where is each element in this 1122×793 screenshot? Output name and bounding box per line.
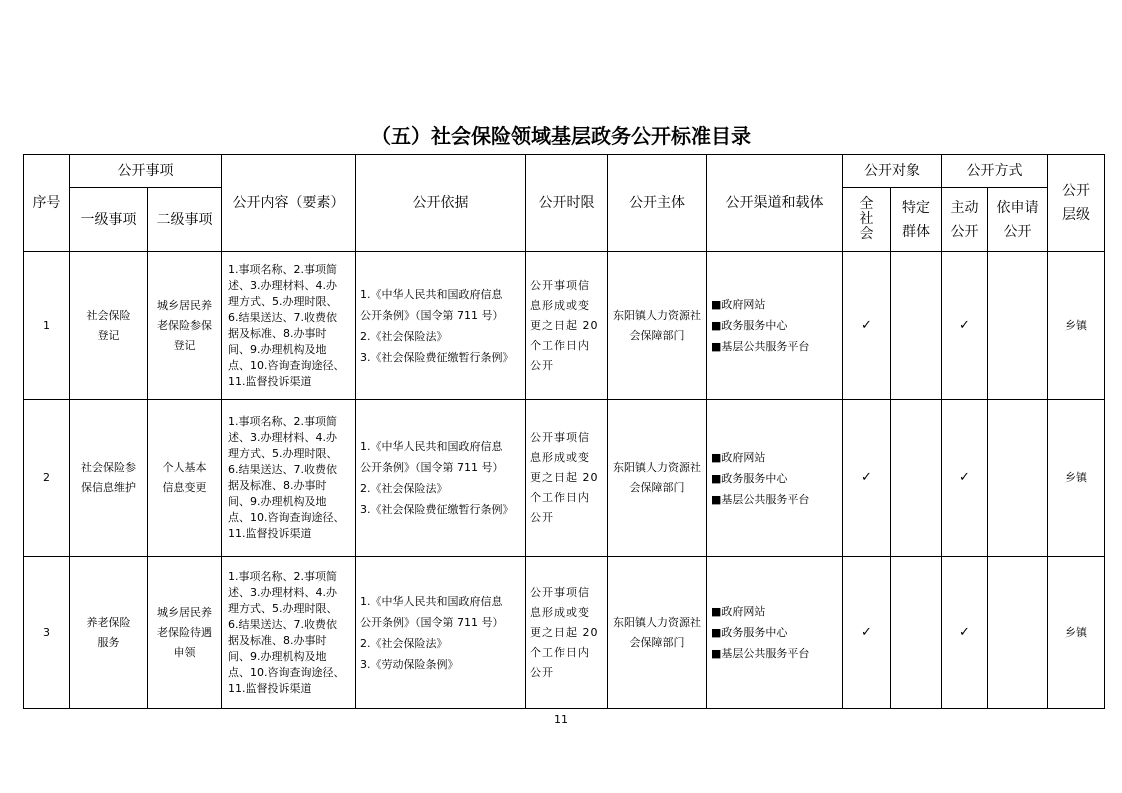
cell-level1-text: 养老保险 服务 <box>86 615 131 649</box>
header-level-line2: 层级 <box>1062 207 1090 223</box>
header-channel: 公开渠道和载体 <box>707 155 843 252</box>
cell-basis <box>356 400 526 557</box>
cell-time-limit-text: 公开事项信 息形成或变 更之日起 20 个工作日内 公开 <box>530 431 599 524</box>
header-on-request-line1: 依申请 <box>996 199 1039 216</box>
header-active <box>942 188 988 252</box>
cell-time-limit <box>526 557 608 709</box>
cell-channels <box>707 252 843 400</box>
cell-content-text: 1.事项名称、2.事项简 述、3.办理材料、4.办 理方式、5.办理时限、 6.结果送达、7.收费依 据及标准、8.办事时 间、9.办理机构及地 点、10.咨询查询途径、 11.监督投诉渠道 <box>228 415 345 540</box>
cell-level: 乡镇 <box>1048 400 1105 557</box>
cell-time-limit-text: 公开事项信 息形成或变 更之日起 20 个工作日内 公开 <box>530 585 599 679</box>
header-active-line2: 公开 <box>950 223 979 240</box>
cell-specific-group <box>891 557 942 709</box>
header-level2: 二级事项 <box>148 188 222 252</box>
cell-specific-group <box>891 400 942 557</box>
header-all-society <box>843 188 891 252</box>
cell-basis <box>356 557 526 709</box>
table-row <box>24 252 1105 400</box>
check-icon: ✓ <box>861 624 872 640</box>
cell-channels <box>707 400 843 557</box>
cell-level: 乡镇 <box>1048 557 1105 709</box>
cell-active <box>942 400 988 557</box>
header-basis: 公开依据 <box>356 155 526 252</box>
cell-level1 <box>70 557 148 709</box>
cell-seq: 2 <box>24 400 70 557</box>
check-icon: ✓ <box>861 470 872 485</box>
cell-all-society <box>843 400 891 557</box>
cell-channels-text: ■政府网站 ■政务服务中心 ■基层公共服务平台 <box>711 605 810 660</box>
cell-basis-text: 1.《中华人民共和国政府信息 公开条例》（国令第 711 号） 2.《社会保险法》 3.《劳动保险条例》 <box>360 594 504 671</box>
cell-channels-text: ■政府网站 ■政务服务中心 ■基层公共服务平台 <box>711 450 810 506</box>
document-title: （五）社会保险领域基层政务公开标准目录 <box>371 124 751 148</box>
cell-level: 乡镇 <box>1048 252 1105 400</box>
header-disclosure-items: 公开事项 <box>70 155 222 188</box>
cell-subject <box>608 557 707 709</box>
header-level-line1: 公开 <box>1062 183 1090 199</box>
header-active-line1: 主动 <box>950 199 979 216</box>
cell-level2-text: 城乡居民养 老保险参保 登记 <box>157 298 212 352</box>
cell-seq: 3 <box>24 557 70 709</box>
cell-content <box>222 557 356 709</box>
disclosure-catalog-table <box>23 154 1105 709</box>
check-icon: ✓ <box>959 470 970 485</box>
check-icon: ✓ <box>959 624 970 640</box>
cell-on-request <box>988 400 1048 557</box>
cell-channels <box>707 557 843 709</box>
header-time-limit: 公开时限 <box>526 155 608 252</box>
cell-level1-text: 社会保险 登记 <box>86 308 131 342</box>
cell-level1-text: 社会保险参 保信息维护 <box>81 461 136 494</box>
page-number: 11 <box>554 713 568 726</box>
cell-content <box>222 400 356 557</box>
cell-level2 <box>148 252 222 400</box>
cell-channels-text: ■政府网站 ■政务服务中心 ■基层公共服务平台 <box>711 298 810 353</box>
cell-subject-text: 东阳镇人力资源社 会保障部门 <box>613 461 701 494</box>
header-subject: 公开主体 <box>608 155 707 252</box>
table-row <box>24 400 1105 557</box>
cell-content-text: 1.事项名称、2.事项简 述、3.办理材料、4.办 理方式、5.办理时限、 6.结果送达、7.收费依 据及标准、8.办事时 间、9.办理机构及地 点、10.咨询查询途径、 11.监督投诉渠道 <box>228 262 345 388</box>
cell-level2 <box>148 400 222 557</box>
header-all-society-label: 全 社 会 <box>859 196 874 242</box>
cell-time-limit <box>526 252 608 400</box>
cell-subject <box>608 400 707 557</box>
cell-all-society <box>843 252 891 400</box>
cell-active <box>942 252 988 400</box>
cell-time-limit-text: 公开事项信 息形成或变 更之日起 20 个工作日内 公开 <box>530 278 599 372</box>
header-level <box>1048 155 1105 252</box>
header-specific-group <box>891 188 942 252</box>
cell-basis <box>356 252 526 400</box>
cell-seq: 1 <box>24 252 70 400</box>
header-disclosure-object: 公开对象 <box>843 155 942 188</box>
cell-basis-text: 1.《中华人民共和国政府信息 公开条例》（国令第 711 号） 2.《社会保险法》 3.《社会保险费征缴暂行条例》 <box>360 440 514 516</box>
cell-on-request <box>988 557 1048 709</box>
cell-subject-text: 东阳镇人力资源社 会保障部门 <box>613 308 701 342</box>
cell-subject-text: 东阳镇人力资源社 会保障部门 <box>613 615 701 649</box>
cell-level2-text: 个人基本 信息变更 <box>162 461 207 494</box>
header-seq: 序号 <box>24 155 70 252</box>
header-specific-group-line2: 群体 <box>902 223 930 240</box>
header-on-request-line2: 公开 <box>1003 223 1032 240</box>
cell-level1 <box>70 252 148 400</box>
cell-active <box>942 557 988 709</box>
table-row <box>24 557 1105 709</box>
header-specific-group-line1: 特定 <box>902 199 930 216</box>
cell-level2 <box>148 557 222 709</box>
cell-level1 <box>70 400 148 557</box>
header-level1: 一级事项 <box>70 188 148 252</box>
cell-on-request <box>988 252 1048 400</box>
cell-time-limit <box>526 400 608 557</box>
cell-all-society <box>843 557 891 709</box>
cell-content <box>222 252 356 400</box>
check-icon: ✓ <box>861 317 872 333</box>
cell-basis-text: 1.《中华人民共和国政府信息 公开条例》（国令第 711 号） 2.《社会保险法》 3.《社会保险费征缴暂行条例》 <box>360 287 514 364</box>
check-icon: ✓ <box>959 317 970 333</box>
cell-level2-text: 城乡居民养 老保险待遇 申领 <box>157 605 212 659</box>
cell-content-text: 1.事项名称、2.事项简 述、3.办理材料、4.办 理方式、5.办理时限、 6.结果送达、7.收费依 据及标准、8.办事时 间、9.办理机构及地 点、10.咨询查询途径、 11.监督投诉渠道 <box>228 569 345 695</box>
header-on-request <box>988 188 1048 252</box>
cell-specific-group <box>891 252 942 400</box>
cell-subject <box>608 252 707 400</box>
header-content: 公开内容（要素） <box>222 155 356 252</box>
header-disclosure-method: 公开方式 <box>942 155 1048 188</box>
